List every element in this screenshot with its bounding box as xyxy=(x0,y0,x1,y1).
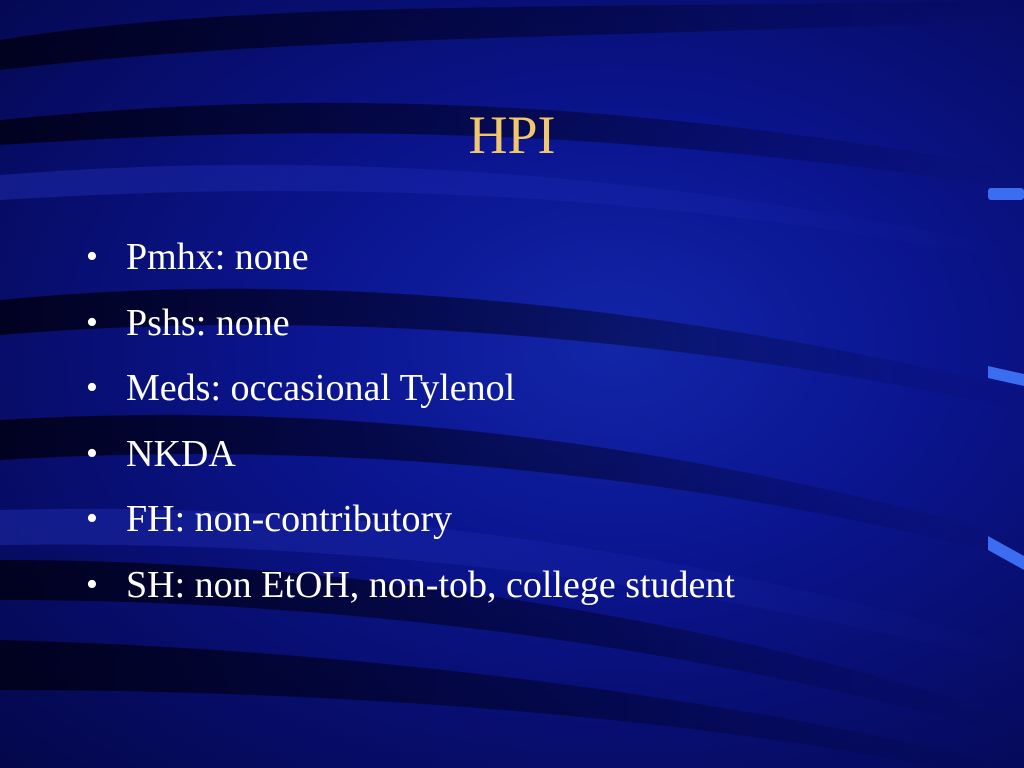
bullet-text: NKDA xyxy=(126,432,236,475)
bullet-item-nkda xyxy=(86,423,735,489)
bullet-text: Meds: occasional Tylenol xyxy=(126,367,516,409)
bullet-text: FH: non-contributory xyxy=(126,498,453,540)
bullet-glyph: • xyxy=(86,238,98,275)
bullet-glyph: • xyxy=(86,303,98,341)
bullet-text: Pshs: none xyxy=(126,301,290,344)
bullet-glyph: • xyxy=(86,369,98,406)
slide-title: HPI xyxy=(468,105,556,165)
bullet-item-sh xyxy=(86,554,735,620)
bullet-glyph: • xyxy=(86,500,98,537)
bullet-item-pshs xyxy=(86,292,735,358)
bullet-glyph: • xyxy=(86,565,98,603)
bullet-list xyxy=(86,226,735,619)
bullet-item-meds xyxy=(86,357,735,423)
bullet-glyph: • xyxy=(86,434,98,472)
bullet-text: Pmhx: none xyxy=(126,236,309,278)
bullet-item-fh xyxy=(86,488,735,554)
bullet-text: SH: non EtOH, non-tob, college student xyxy=(126,563,735,606)
bullet-item-pmhx xyxy=(86,226,735,292)
